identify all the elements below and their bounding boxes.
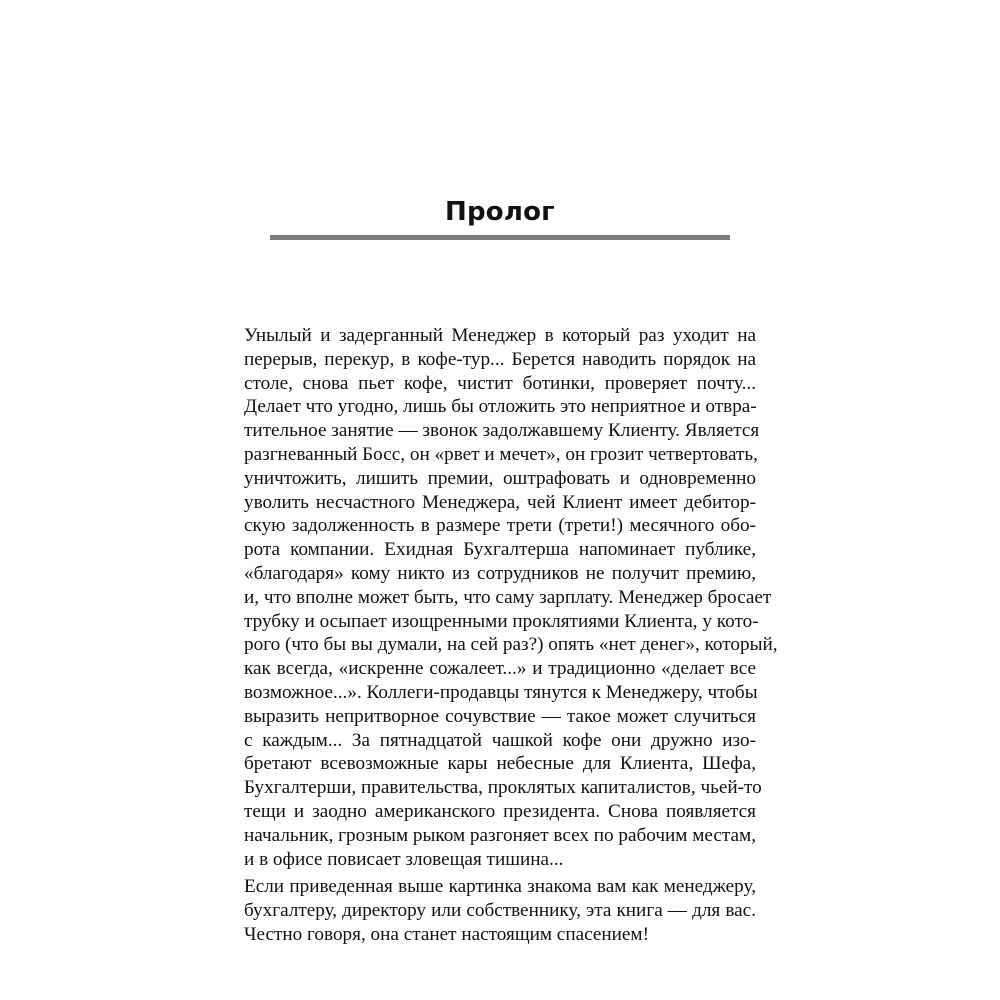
text-line: «благодаря» кому никто из сотрудников не получит премию, [244,562,756,584]
text-line: бухгалтеру, директору или собственнику, эта книга — для вас. [244,900,756,922]
text-line: Бухгалтерши, правительства, проклятых капиталистов, чьей-то [244,777,762,799]
text-line: и в офисе повисает зловещая тишина... [244,848,564,870]
body-text [244,324,778,947]
text-line: скую задолженность в размере трети (трети!) месячного обо- [244,515,756,537]
text-line: начальник, грозным рыком разгоняет всех по рабочим местам, [244,824,756,846]
text-line: перерыв, перекур, в кофе-тур... Берется наводить порядок на [244,348,756,370]
text-line: рого (что бы вы думали, на сей раз?) опять «нет денег», который, [244,634,778,656]
text-line: возможное...». Коллеги-продавцы тянутся к Менеджеру, чтобы [244,681,758,703]
text-line: как всегда, «искренне сожалеет...» и традиционно «делает все [244,658,756,680]
text-line: разгневанный Босс, он «рвет и мечет», он грозит четвертовать, [244,443,758,465]
text-line: тительное занятие — звонок задолжавшему Клиенту. Является [244,420,760,442]
paragraph [244,324,778,871]
text-line: Делает что угодно, лишь бы отложить это неприятное и отвра- [244,396,757,418]
text-line: уволить несчастного Менеджера, чей Клиент имеет дебитор- [244,491,756,513]
paragraph [244,875,756,946]
chapter-title: Пролог [445,197,555,227]
text-line: Унылый и задерганный Менеджер в который раз уходит на [244,325,756,346]
text-line: с каждым... За пятнадцатой чашкой кофе они дружно изо- [244,729,756,751]
text-line: и, что вполне может быть, что саму зарплату. Менеджер бросает [244,586,772,608]
text-line: бретают всевозможные кары небесные для Клиента, Шефа, [244,753,756,775]
text-line: уничтожить, лишить премии, оштрафовать и одновременно [244,467,756,489]
title-underline-rule [270,235,730,240]
text-line: тещи и заодно американского президента. Снова появляется [244,800,756,822]
text-line: трубку и осыпает изощренными проклятиями Клиента, у кото- [244,610,759,632]
text-line: Если приведенная выше картинка знакома вам как менеджеру, [244,876,756,898]
text-line: Честно говоря, она станет настоящим спасением! [244,923,649,945]
text-line: выразить непритворное сочувствие — такое может случиться [244,705,756,727]
text-line: столе, снова пьет кофе, чистит ботинки, проверяет почту... [244,372,756,394]
text-line: рота компании. Ехидная Бухгалтерша напоминает публике, [244,539,756,561]
